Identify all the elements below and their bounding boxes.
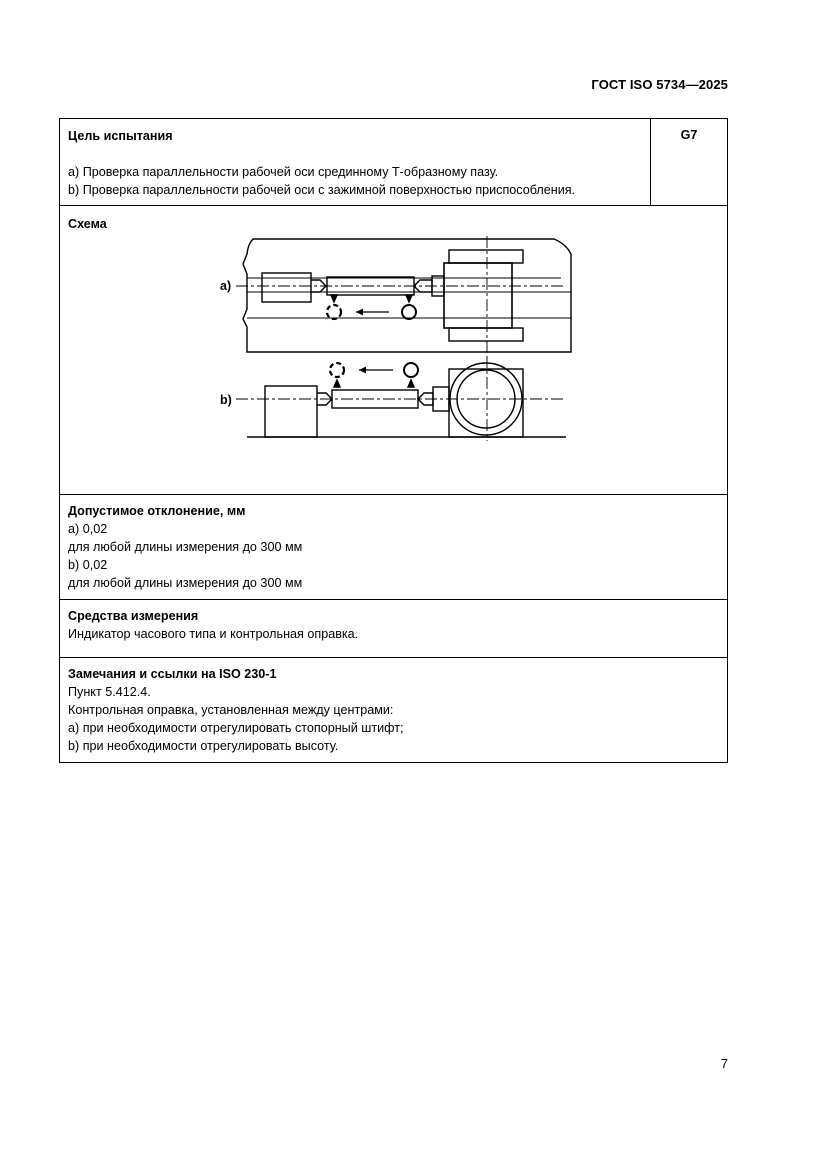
test-card (59, 118, 728, 763)
instruments-section (60, 600, 728, 658)
standard-code: ГОСТ ISO 5734—2025 (591, 77, 728, 92)
headstock-base-b (449, 369, 523, 437)
tolerance-line: a) 0,02 (68, 522, 108, 536)
remarks-line: Контрольная оправка, установленная между центрами: (68, 703, 394, 717)
tolerance-section (60, 495, 728, 600)
diagram-a (236, 236, 571, 359)
instruments-title: Средства измерения (68, 609, 199, 623)
tailstock-b (265, 386, 317, 437)
objective-line-a: a) Проверка параллельности рабочей оси срединному Т-образному пазу. (68, 165, 499, 179)
headstock-disc-inner-b (457, 370, 515, 428)
tolerance-title: Допустимое отклонение, мм (68, 504, 246, 518)
diagram-label-b: b) (220, 393, 232, 407)
dial-indicator-b-end (404, 363, 418, 377)
objective-line-b: b) Проверка параллельности рабочей оси с зажимной поверхностью приспособления. (68, 183, 576, 197)
diagram-b (236, 356, 566, 441)
dial-indicator-a-end (402, 305, 416, 319)
diagram-label-a: a) (220, 279, 232, 293)
remarks-line: a) при необходимости отрегулировать стопорный штифт; (68, 721, 404, 735)
instruments-line: Индикатор часового типа и контрольная оправка. (68, 627, 359, 641)
page-number: 7 (720, 1056, 728, 1071)
test-diagram (60, 206, 727, 486)
schema-title: Схема (68, 217, 107, 231)
remarks-line: Пункт 5.412.4. (68, 685, 151, 699)
dial-indicator-a-start (327, 305, 341, 319)
remarks-line: b) при необходимости отрегулировать высоту. (68, 739, 339, 753)
tolerance-line: для любой длины измерения до 300 мм (68, 576, 303, 590)
headstock-top-block-a (449, 250, 523, 263)
remarks-title: Замечания и ссылки на ISO 230-1 (68, 667, 277, 681)
dial-indicator-b-start (330, 363, 344, 377)
test-code: G7 (651, 119, 728, 206)
objective-section (60, 119, 651, 206)
tolerance-line: для любой длины измерения до 300 мм (68, 540, 303, 554)
objective-title: Цель испытания (68, 129, 173, 143)
headstock-bottom-block-a (449, 328, 523, 341)
remarks-section (60, 658, 728, 763)
tolerance-line: b) 0,02 (68, 558, 108, 572)
tailstock-a (262, 273, 311, 302)
schema-section (60, 206, 728, 495)
